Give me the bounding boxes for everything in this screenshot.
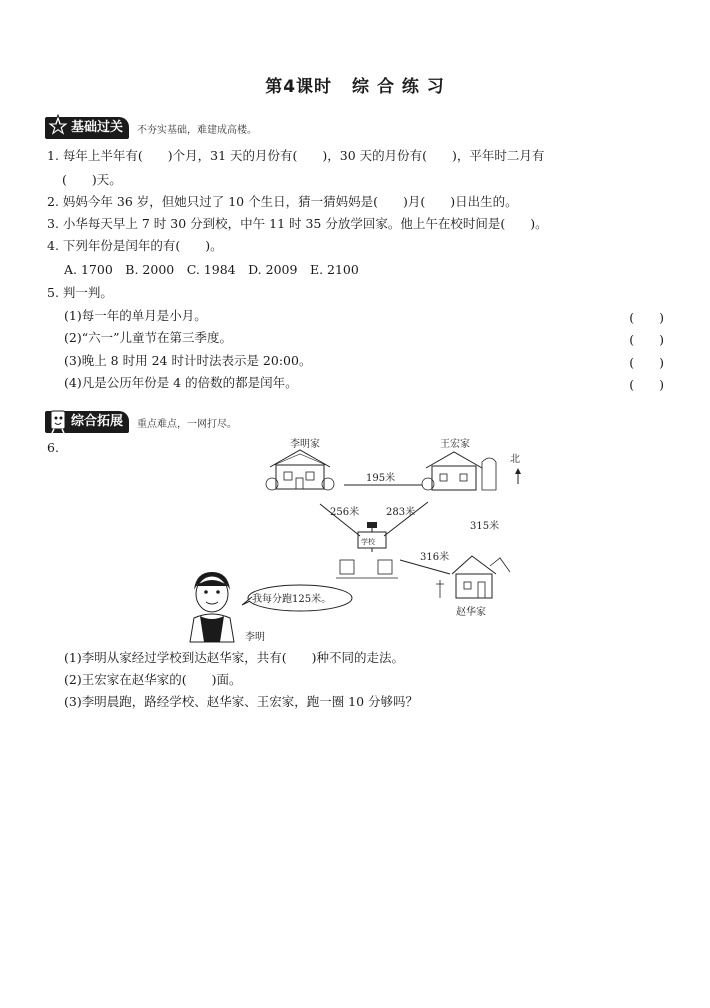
- judge-answer-2[interactable]: ( ): [629, 332, 664, 347]
- question-3: 3. 小华每天早上 7 时 30 分到校，中午 11 时 35 分放学回家。他上午在校时间是( )。: [47, 216, 548, 231]
- judge-item-3: (3)晚上 8 时用 24 时计时法表示是 20:00。: [64, 353, 312, 368]
- distance-school-zhao: 316米: [420, 552, 450, 563]
- question-1-line-2: ( )天。: [62, 172, 122, 187]
- question-6-sub-1: (1)李明从家经过学校到达赵华家，共有( )种不同的走法。: [64, 650, 404, 665]
- judge-answer-1[interactable]: ( ): [629, 310, 664, 325]
- distance-li-school: 256米: [330, 507, 360, 518]
- question-6-sub-2: (2)王宏家在赵华家的( )面。: [64, 672, 242, 687]
- section-tag-basic: [45, 117, 129, 139]
- question-4-options: A. 1700 B. 2000 C. 1984 D. 2009 E. 2100: [64, 262, 359, 277]
- li-home-label: 李明家: [290, 439, 320, 450]
- zhao-home-label: 赵华家: [456, 607, 486, 618]
- section-banner-extend: [45, 410, 237, 434]
- distance-li-wang: 195米: [366, 473, 396, 484]
- wang-home-icon: [422, 452, 496, 490]
- star-icon: [47, 114, 69, 140]
- section-label-extend: 综合拓展: [71, 414, 124, 429]
- section-motto-extend: 重点难点，一网打尽。: [137, 418, 238, 430]
- question-5: 5. 判一判。: [47, 285, 113, 300]
- speech-text: 我每分跑125米。: [252, 594, 332, 605]
- distance-wang-zhao: 315米: [470, 521, 500, 532]
- judge-item-2: (2)“六一”儿童节在第三季度。: [64, 330, 232, 345]
- judge-answer-3[interactable]: ( ): [629, 355, 664, 370]
- question-2: 2. 妈妈今年 36 岁，但她只过了 10 个生日，猜一猜妈妈是( )月( )日出生的。: [47, 194, 518, 209]
- li-ming-label: 李明: [245, 632, 265, 643]
- judge-item-1: (1)每一年的单月是小月。: [64, 308, 207, 323]
- li-ming-figure: [176, 568, 246, 643]
- school-icon: [336, 522, 398, 578]
- question-6-sub-3: (3)李明晨跑，路经学校、赵华家、王宏家，跑一圈 10 分够吗？: [64, 694, 419, 709]
- judge-item-4: (4)凡是公历年份是 4 的倍数的都是闰年。: [64, 375, 298, 390]
- wang-home-label: 王宏家: [440, 439, 470, 450]
- question-1-line-1: 1. 每年上半年有( )个月，31 天的月份有( )，30 天的月份有( )，平年时二月有: [47, 148, 545, 163]
- north-arrowhead: [515, 468, 521, 474]
- li-home-icon: [266, 450, 334, 490]
- title-prefix: 第: [265, 77, 284, 97]
- section-motto-basic: 不夯实基础，难建成高楼。: [137, 124, 258, 136]
- school-label: 学校: [361, 538, 375, 546]
- book-figure-icon: [47, 408, 69, 434]
- title-topic: 综 合 练 习: [352, 77, 445, 97]
- question-4: 4. 下列年份是闰年的有( )。: [47, 238, 223, 253]
- page-title: [0, 72, 710, 97]
- section-label-basic: 基础过关: [71, 120, 124, 135]
- distance-wang-school: 283米: [386, 507, 416, 518]
- section-banner-basic: [45, 116, 257, 140]
- section-tag-extend: [45, 411, 129, 433]
- title-number: 4: [283, 77, 297, 97]
- question-6: 6.: [47, 440, 59, 455]
- title-rest: 课时: [296, 77, 333, 97]
- judge-answer-4[interactable]: ( ): [629, 377, 664, 392]
- north-label: 北: [510, 454, 520, 465]
